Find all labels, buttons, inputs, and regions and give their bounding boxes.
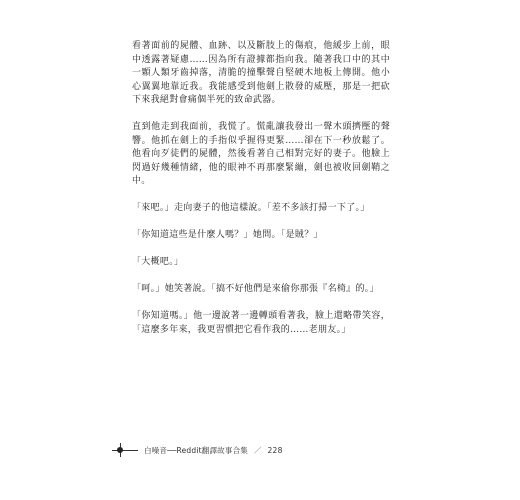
dialogue-line: 「你知道這些是什麼人嗎？」她問。「是賊？」 bbox=[132, 230, 323, 240]
paragraph: 看著面前的屍體、血跡、以及斷肢上的傷痕，他緩步上前，眼中透露著疑慮……因為所有證據都指向我。隨著我口中的其中一顆人類牙齒掉落，清脆的撞擊聲自堅硬木地板上傳開。他小心翼翼地靠近我。我能感受到他劍上散發的威壓，那是一把砍下來我絕對會痛個半死的致命武器。 bbox=[132, 41, 390, 105]
dialogue-line: 「大概吧。」 bbox=[132, 257, 184, 267]
crosshair-mark-icon bbox=[112, 443, 138, 457]
dialogue-line: 「你知道嗎。」他一邊說著一邊轉頭看著我，臉上還略帶笑容，「這麼多年來，我更習慣把它看作我的……老朋友。」 bbox=[132, 311, 390, 335]
dialogue-line: 「來吧。」走向妻子的他這樣說。「差不多該打掃一下了。」 bbox=[132, 203, 370, 213]
paragraph: 直到他走到我面前，我慌了。慌亂讓我發出一聲木頭擠壓的聲響。他抓在劍上的手指似乎握得更緊……卻在下一秒放鬆了。他看向歹徒們的屍體，然後看著自己相對完好的妻子。他臉上閃過好幾種情緒，他的眼神不再那麼緊繃，劍也被收回劍鞘之中。 bbox=[132, 122, 390, 186]
footer-separator: ／ bbox=[253, 445, 262, 455]
page-number: 228 bbox=[267, 445, 283, 455]
body-text bbox=[132, 40, 390, 351]
page-footer bbox=[112, 443, 283, 457]
dialogue-line: 「呵。」她笑著說。「搞不好他們是來偷你那張『名椅』的。」 bbox=[132, 284, 379, 294]
book-title: 白噪音──Reddit翻譯故事合集 bbox=[144, 445, 248, 455]
